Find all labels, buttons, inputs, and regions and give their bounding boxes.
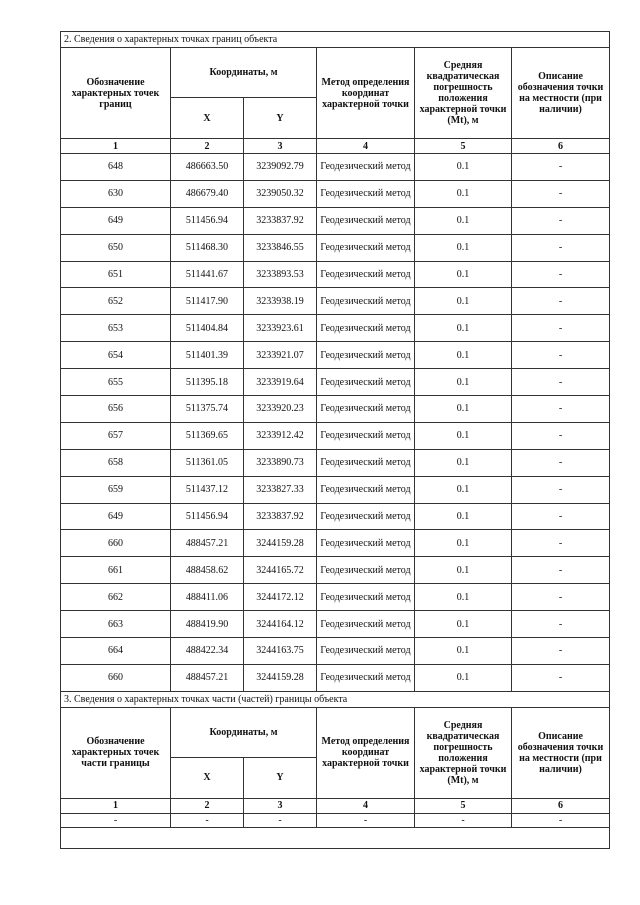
- header-y: Y: [244, 757, 317, 798]
- part-boundary-points-table: [60, 692, 610, 849]
- empty-cell: -: [61, 813, 171, 827]
- description-cell: -: [512, 611, 610, 638]
- point-id-cell: 663: [61, 611, 171, 638]
- description-cell: -: [512, 530, 610, 557]
- table-row: [61, 422, 610, 449]
- point-id-cell: 649: [61, 207, 171, 234]
- description-cell: -: [512, 154, 610, 181]
- method-cell: Геодезический метод: [317, 664, 415, 691]
- method-cell: Геодезический метод: [317, 476, 415, 503]
- mt-cell: 0.1: [415, 557, 512, 584]
- x-coordinate-cell: 511468.30: [171, 234, 244, 261]
- mt-cell: 0.1: [415, 261, 512, 288]
- table-row: [61, 503, 610, 530]
- y-coordinate-cell: 3239092.79: [244, 154, 317, 181]
- column-number: 1: [61, 798, 171, 813]
- header-coordinates: Координаты, м: [171, 48, 317, 98]
- x-coordinate-cell: 511404.84: [171, 315, 244, 342]
- y-coordinate-cell: 3233921.07: [244, 342, 317, 369]
- y-coordinate-cell: 3244164.12: [244, 611, 317, 638]
- x-coordinate-cell: 511361.05: [171, 449, 244, 476]
- header-x: X: [171, 98, 244, 139]
- point-id-cell: 656: [61, 396, 171, 423]
- mt-cell: 0.1: [415, 611, 512, 638]
- header-coordinates: Координаты, м: [171, 707, 317, 757]
- point-id-cell: 649: [61, 503, 171, 530]
- column-number: 5: [415, 798, 512, 813]
- document-sheet: [60, 31, 609, 849]
- header-designation: Обозначение характерных точек части границы: [61, 707, 171, 798]
- x-coordinate-cell: 486663.50: [171, 154, 244, 181]
- y-coordinate-cell: 3233920.23: [244, 396, 317, 423]
- table-row: [61, 369, 610, 396]
- description-cell: -: [512, 288, 610, 315]
- description-cell: -: [512, 638, 610, 665]
- description-cell: -: [512, 315, 610, 342]
- table-row: [61, 154, 610, 181]
- header-method: Метод определения координат характерной точки: [317, 48, 415, 139]
- x-coordinate-cell: 488458.62: [171, 557, 244, 584]
- description-cell: -: [512, 207, 610, 234]
- table-row: [61, 449, 610, 476]
- y-coordinate-cell: 3244159.28: [244, 664, 317, 691]
- table-row: [61, 611, 610, 638]
- mt-cell: 0.1: [415, 530, 512, 557]
- point-id-cell: 660: [61, 664, 171, 691]
- blank-row: [61, 827, 610, 848]
- column-number: 2: [171, 798, 244, 813]
- method-cell: Геодезический метод: [317, 180, 415, 207]
- table-row: [61, 813, 610, 827]
- point-id-cell: 653: [61, 315, 171, 342]
- point-id-cell: 664: [61, 638, 171, 665]
- mt-cell: 0.1: [415, 396, 512, 423]
- point-id-cell: 654: [61, 342, 171, 369]
- x-coordinate-cell: 488419.90: [171, 611, 244, 638]
- header-method: Метод определения координат характерной точки: [317, 707, 415, 798]
- point-id-cell: 655: [61, 369, 171, 396]
- mt-cell: 0.1: [415, 207, 512, 234]
- method-cell: Геодезический метод: [317, 422, 415, 449]
- x-coordinate-cell: 511437.12: [171, 476, 244, 503]
- mt-cell: 0.1: [415, 369, 512, 396]
- table-row: [61, 638, 610, 665]
- header-description: Описание обозначения точки на местности (при наличии): [512, 707, 610, 798]
- description-cell: -: [512, 503, 610, 530]
- x-coordinate-cell: 511456.94: [171, 503, 244, 530]
- table-row: [61, 664, 610, 691]
- description-cell: -: [512, 476, 610, 503]
- method-cell: Геодезический метод: [317, 503, 415, 530]
- empty-cell: -: [244, 813, 317, 827]
- point-id-cell: 652: [61, 288, 171, 315]
- mt-cell: 0.1: [415, 584, 512, 611]
- column-number: 2: [171, 139, 244, 154]
- y-coordinate-cell: 3233912.42: [244, 422, 317, 449]
- table-row: [61, 476, 610, 503]
- header-description: Описание обозначения точки на местности (при наличии): [512, 48, 610, 139]
- description-cell: -: [512, 369, 610, 396]
- method-cell: Геодезический метод: [317, 449, 415, 476]
- description-cell: -: [512, 449, 610, 476]
- x-coordinate-cell: 511417.90: [171, 288, 244, 315]
- section3-caption: 3. Сведения о характерных точках части (частей) границы объекта: [61, 692, 610, 708]
- table-row: [61, 180, 610, 207]
- x-coordinate-cell: 511401.39: [171, 342, 244, 369]
- empty-cell: -: [415, 813, 512, 827]
- method-cell: Геодезический метод: [317, 638, 415, 665]
- header-x: X: [171, 757, 244, 798]
- table-row: [61, 288, 610, 315]
- header-error: Средняя квадратическая погрешность положения характерной точки (Mt), м: [415, 707, 512, 798]
- method-cell: Геодезический метод: [317, 369, 415, 396]
- method-cell: Геодезический метод: [317, 530, 415, 557]
- empty-cell: -: [171, 813, 244, 827]
- mt-cell: 0.1: [415, 638, 512, 665]
- x-coordinate-cell: 511369.65: [171, 422, 244, 449]
- method-cell: Геодезический метод: [317, 315, 415, 342]
- y-coordinate-cell: 3244165.72: [244, 557, 317, 584]
- mt-cell: 0.1: [415, 180, 512, 207]
- y-coordinate-cell: 3233923.61: [244, 315, 317, 342]
- x-coordinate-cell: 486679.40: [171, 180, 244, 207]
- method-cell: Геодезический метод: [317, 234, 415, 261]
- column-number: 6: [512, 798, 610, 813]
- boundary-points-table: [60, 31, 610, 692]
- description-cell: -: [512, 396, 610, 423]
- y-coordinate-cell: 3244163.75: [244, 638, 317, 665]
- mt-cell: 0.1: [415, 342, 512, 369]
- column-number: 3: [244, 139, 317, 154]
- point-id-cell: 657: [61, 422, 171, 449]
- header-error: Средняя квадратическая погрешность положения характерной точки (Mt), м: [415, 48, 512, 139]
- x-coordinate-cell: 488457.21: [171, 530, 244, 557]
- method-cell: Геодезический метод: [317, 396, 415, 423]
- x-coordinate-cell: 511395.18: [171, 369, 244, 396]
- method-cell: Геодезический метод: [317, 154, 415, 181]
- method-cell: Геодезический метод: [317, 557, 415, 584]
- table-row: [61, 557, 610, 584]
- point-id-cell: 630: [61, 180, 171, 207]
- x-coordinate-cell: 488457.21: [171, 664, 244, 691]
- blank-cell: [61, 827, 610, 848]
- description-cell: -: [512, 422, 610, 449]
- x-coordinate-cell: 488422.34: [171, 638, 244, 665]
- description-cell: -: [512, 342, 610, 369]
- table-row: [61, 530, 610, 557]
- point-id-cell: 659: [61, 476, 171, 503]
- mt-cell: 0.1: [415, 503, 512, 530]
- method-cell: Геодезический метод: [317, 342, 415, 369]
- mt-cell: 0.1: [415, 476, 512, 503]
- y-coordinate-cell: 3239050.32: [244, 180, 317, 207]
- method-cell: Геодезический метод: [317, 207, 415, 234]
- mt-cell: 0.1: [415, 234, 512, 261]
- mt-cell: 0.1: [415, 449, 512, 476]
- method-cell: Геодезический метод: [317, 584, 415, 611]
- mt-cell: 0.1: [415, 664, 512, 691]
- y-coordinate-cell: 3233846.55: [244, 234, 317, 261]
- point-id-cell: 648: [61, 154, 171, 181]
- table-row: [61, 234, 610, 261]
- method-cell: Геодезический метод: [317, 288, 415, 315]
- table-row: [61, 315, 610, 342]
- header-designation: Обозначение характерных точек границ: [61, 48, 171, 139]
- y-coordinate-cell: 3233827.33: [244, 476, 317, 503]
- column-number: 6: [512, 139, 610, 154]
- y-coordinate-cell: 3233837.92: [244, 207, 317, 234]
- y-coordinate-cell: 3244172.12: [244, 584, 317, 611]
- empty-cell: -: [512, 813, 610, 827]
- table-row: [61, 584, 610, 611]
- description-cell: -: [512, 180, 610, 207]
- description-cell: -: [512, 557, 610, 584]
- section2-caption: 2. Сведения о характерных точках границ объекта: [61, 32, 610, 48]
- method-cell: Геодезический метод: [317, 261, 415, 288]
- table-row: [61, 396, 610, 423]
- description-cell: -: [512, 234, 610, 261]
- column-number: 5: [415, 139, 512, 154]
- mt-cell: 0.1: [415, 315, 512, 342]
- header-y: Y: [244, 98, 317, 139]
- y-coordinate-cell: 3233938.19: [244, 288, 317, 315]
- column-number: 3: [244, 798, 317, 813]
- x-coordinate-cell: 511441.67: [171, 261, 244, 288]
- mt-cell: 0.1: [415, 288, 512, 315]
- table-row: [61, 342, 610, 369]
- y-coordinate-cell: 3233893.53: [244, 261, 317, 288]
- point-id-cell: 651: [61, 261, 171, 288]
- column-number: 4: [317, 139, 415, 154]
- table-row: [61, 261, 610, 288]
- y-coordinate-cell: 3233890.73: [244, 449, 317, 476]
- x-coordinate-cell: 511456.94: [171, 207, 244, 234]
- x-coordinate-cell: 511375.74: [171, 396, 244, 423]
- point-id-cell: 662: [61, 584, 171, 611]
- method-cell: Геодезический метод: [317, 611, 415, 638]
- column-number: 4: [317, 798, 415, 813]
- point-id-cell: 650: [61, 234, 171, 261]
- mt-cell: 0.1: [415, 154, 512, 181]
- description-cell: -: [512, 261, 610, 288]
- x-coordinate-cell: 488411.06: [171, 584, 244, 611]
- table-row: [61, 207, 610, 234]
- point-id-cell: 661: [61, 557, 171, 584]
- point-id-cell: 658: [61, 449, 171, 476]
- description-cell: -: [512, 584, 610, 611]
- y-coordinate-cell: 3244159.28: [244, 530, 317, 557]
- mt-cell: 0.1: [415, 422, 512, 449]
- empty-cell: -: [317, 813, 415, 827]
- point-id-cell: 660: [61, 530, 171, 557]
- description-cell: -: [512, 664, 610, 691]
- y-coordinate-cell: 3233837.92: [244, 503, 317, 530]
- column-number: 1: [61, 139, 171, 154]
- y-coordinate-cell: 3233919.64: [244, 369, 317, 396]
